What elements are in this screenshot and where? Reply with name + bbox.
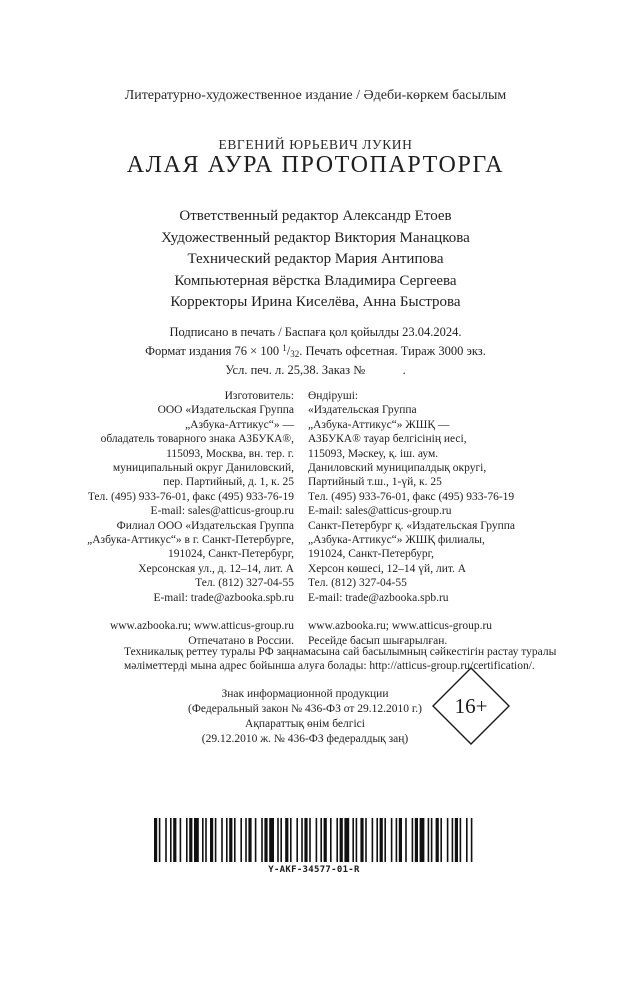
barcode-bar [399, 818, 402, 862]
barcode-bar [173, 818, 176, 862]
barcode-bar [309, 818, 311, 862]
barcode-bar [304, 818, 307, 862]
manufacturer-kz-line: „Азбука-Аттикус“» ЖШҚ филиалы, [308, 534, 485, 547]
manufacturer-kz-line: 191024, Санкт-Петербург, [308, 548, 434, 561]
manufacturer-ru-line: E-mail: trade@azbooka.spb.ru [153, 591, 294, 604]
manufacturer-ru-line: E-mail: sales@atticus-group.ru [150, 505, 294, 518]
manufacturer-ru-line: ООО «Издательская Группа [157, 404, 294, 417]
age-rating-label: 16+ [454, 694, 488, 718]
barcode-bar [396, 818, 398, 862]
barcode-bar [447, 818, 449, 862]
manufacturer-kz-line: www.azbooka.ru; www.atticus-group.ru [308, 620, 493, 633]
certification-line: мәліметтерді мына адрес бойынша алуға болады: http://atticus-group.ru/certification/. [124, 660, 535, 673]
manufacturer-kz-line: Тел. (812) 327-04-55 [308, 577, 407, 590]
barcode-bar [229, 818, 232, 862]
barcode-bar [380, 818, 383, 862]
author-name: ЕВГЕНИЙ ЮРЬЕВИЧ ЛУКИН [218, 137, 413, 152]
barcode-bar [180, 818, 182, 862]
manufacturer-ru-line: Отпечатано в России. [188, 634, 294, 647]
barcode-bar [245, 818, 247, 862]
age-info-line: Знак информационной продукции [221, 688, 389, 700]
credit-line: Технический редактор Мария Антипова [187, 251, 444, 267]
manufacturer-ru-line [87, 605, 294, 619]
barcode-bar [344, 818, 349, 862]
format-prefix: Формат издания 76 × 100 [145, 344, 283, 358]
barcode-bar [240, 818, 242, 862]
manufacturer-ru-line: Изготовитель: [224, 390, 294, 402]
manufacturer-ru-line: „Азбука-Аттикус“» в г. Санкт-Петербурге, [87, 534, 294, 547]
barcode [154, 818, 474, 862]
age-info-line: (29.12.2010 ж. № 436-ФЗ федералдық заң) [201, 733, 409, 745]
credit-line: Корректоры Ирина Киселёва, Анна Быстрова [170, 294, 461, 310]
credit-line: Ответственный редактор Александр Етоев [179, 208, 452, 224]
barcode-bar [360, 818, 363, 862]
barcode-bar [471, 818, 473, 862]
manufacturer-ru-column [87, 389, 294, 648]
manufacturer-kz-line: „Азбука-Аттикус“» ЖШҚ — [308, 418, 450, 431]
manufacturer-kz-line: Даниловский муниципалдық округі, [308, 462, 487, 475]
credits-block [0, 206, 631, 314]
format-line [0, 340, 631, 362]
format-suffix: . Печать офсетная. Тираж 3000 экз. [299, 344, 486, 358]
manufacturer-ru-line: Тел. (495) 933-76-01, факс (495) 933-76-19 [87, 490, 294, 503]
manufacturer-kz-line: Ресейде басып шығарылған. [308, 634, 448, 647]
barcode-bar [431, 818, 433, 862]
book-title: АЛАЯ АУРА ПРОТОПАРТОРГА [126, 152, 505, 178]
manufacturer-ru-line: www.azbooka.ru; www.atticus-group.ru [109, 620, 294, 633]
barcode-bar [285, 818, 288, 862]
barcode-bar [205, 818, 207, 862]
barcode-bar [356, 818, 358, 862]
barcode-bar [221, 818, 223, 862]
barcode-bar [159, 818, 161, 862]
barcode-bar [248, 818, 251, 862]
manufacturer-kz-line: Өндіруші: [308, 390, 359, 402]
barcode-bar [340, 818, 343, 862]
manufacturer-kz-line: Санкт-Петербург қ. «Издательская Группа [308, 519, 515, 532]
barcode-bar [376, 818, 378, 862]
manufacturer-ru-line: Тел. (812) 327-04-55 [195, 577, 294, 590]
barcode-bar [234, 818, 236, 862]
manufacturer-kz-line [308, 605, 515, 619]
manufacturer-kz-line: Партийный т.ш., 1-үй, к. 25 [308, 476, 442, 489]
manufacturer-kz-line: E-mail: sales@atticus-group.ru [308, 505, 452, 518]
barcode-bar [154, 818, 157, 862]
barcode-bar [170, 818, 172, 862]
barcode-bar [455, 818, 458, 862]
barcode-bar [415, 818, 418, 862]
manufacturer-kz-line: «Издательская Группа [308, 404, 417, 417]
barcode-bar [202, 818, 204, 862]
barcode-label: Y-AKF-34577-01-R [268, 865, 360, 875]
barcode-bar [352, 818, 354, 862]
age-info-line: (Федеральный закон № 436-ФЗ от 29.12.2010 г.) [188, 703, 422, 715]
manufacturer-ru-line: муниципальный округ Даниловский, [112, 462, 294, 475]
barcode-bar [330, 818, 332, 862]
barcode-bar [194, 818, 199, 862]
barcode-bar [460, 818, 462, 862]
barcode-bar [215, 818, 217, 862]
manufacturer-kz-line: Тел. (495) 933-76-01, факс (495) 933-76-19 [308, 490, 515, 503]
manufacturer-kz-line: 115093, Мәскеу, қ. іш. аум. [308, 447, 439, 460]
barcode-bar [440, 818, 442, 862]
publication-details [0, 324, 631, 378]
sheets-line: Усл. печ. л. 25,38. Заказ № . [225, 363, 406, 377]
age-rating-badge [431, 666, 511, 746]
barcode-bar [186, 818, 188, 862]
manufacturer-kz-line: E-mail: trade@azbooka.spb.ru [308, 591, 449, 604]
barcode-bar [365, 818, 367, 862]
manufacturer-ru-line: пер. Партийный, д. 1, к. 25 [163, 476, 294, 489]
barcode-bar [255, 818, 257, 862]
barcode-bar [436, 818, 439, 862]
barcode-bar [165, 818, 167, 862]
manufacturer-ru-line: „Азбука-Аттикус“» — [185, 418, 294, 431]
series-line: Литературно-художественное издание / Әдеби-көркем басылым [124, 88, 507, 103]
format-slash: / [286, 344, 291, 358]
barcode-bar [301, 818, 303, 862]
manufacturer-ru-line: Херсонская ул., д. 12–14, лит. А [138, 562, 294, 575]
manufacturer-ru-line: Филиал ООО «Издательская Группа [116, 519, 294, 532]
barcode-bar [320, 818, 322, 862]
barcode-bar [296, 818, 298, 862]
barcode-bar [269, 818, 274, 862]
barcode-bar [428, 818, 430, 862]
manufacturer-kz-line: Херсон көшесі, 12–14 үй, лит. А [308, 562, 467, 575]
age-info-line: Ақпараттық өнім белгісі [245, 718, 365, 730]
barcode-bar [336, 818, 338, 862]
barcode-bar [372, 818, 374, 862]
format-numerator: 1 [282, 343, 287, 353]
barcode-bar [405, 818, 407, 862]
credit-line: Художественный редактор Виктория Манацкова [161, 229, 470, 246]
manufacturer-kz-column [308, 389, 515, 648]
credit-line: Компьютерная вёрстка Владимира Сергеева [174, 272, 457, 289]
barcode-bar [452, 818, 454, 862]
barcode-bar [391, 818, 393, 862]
barcode-bar [290, 818, 292, 862]
manufacturer-ru-line: 191024, Санкт-Петербург, [168, 548, 294, 561]
barcode-bar [466, 818, 468, 862]
certification-line: Техникалық реттеу туралы РФ заңнамасына сай басылымның сәйкестігін растау туралы [124, 646, 557, 658]
barcode-bar [189, 818, 192, 862]
barcode-bar [226, 818, 228, 862]
barcode-bar [384, 818, 386, 862]
barcode-bar [264, 818, 267, 862]
barcode-bar [420, 818, 425, 862]
manufacturer-kz-line: АЗБУКА® тауар белгісінің иесі, [308, 433, 467, 446]
age-info-block [140, 687, 470, 747]
barcode-bar [280, 818, 282, 862]
barcode-bar [412, 818, 414, 862]
barcode-bar [316, 818, 318, 862]
barcode-bar [277, 818, 279, 862]
barcode-bar [210, 818, 213, 862]
manufacturer-ru-line: обладатель товарного знака АЗБУКА®, [100, 433, 294, 446]
barcode-bar [261, 818, 263, 862]
barcode-bar [324, 818, 327, 862]
manufacturer-ru-line: 115093, Москва, вн. тер. г. [166, 447, 294, 460]
format-denominator: 32 [290, 349, 300, 359]
signed-line: Подписано в печать / Баспаға қол қойылды 23.04.2024. [169, 325, 462, 339]
